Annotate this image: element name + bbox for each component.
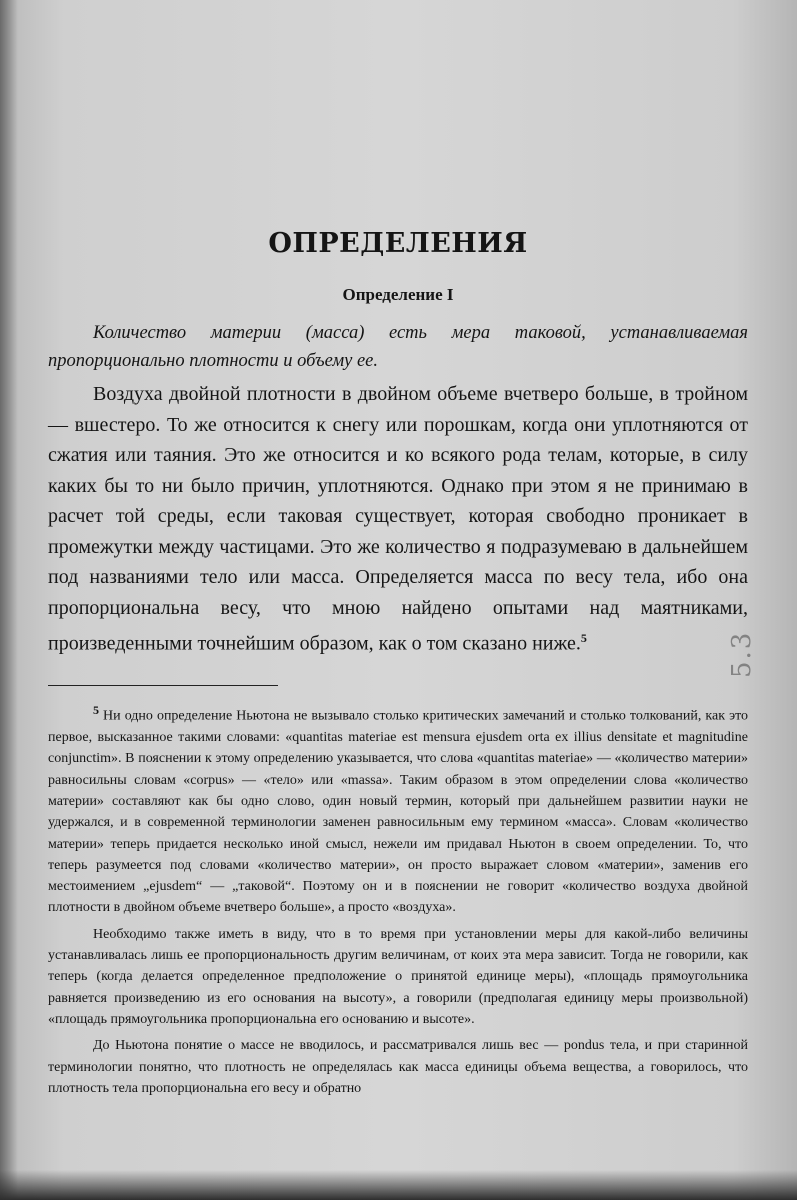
handwritten-margin-note: 5.3 <box>727 630 757 678</box>
footnote-reference: 5 <box>580 631 587 645</box>
body-text: Воздуха двойной плотности в двойном объеме вчетверо больше, в тройном — вшестеро. То же относится к снегу или порошкам, когда они уплотняются от сжатия или таяния. Это же относится и ко всякого рода телам, которые, в силу каких бы то ни было причин, уплотняются. Однако при этом я не принимаю в расчет той среды, если таковая существует, которая свободно проникает в промежутки между частицами. Это же количество я подразумеваю в дальнейшем под названиями тело или масса. Определяется масса по весу тела, ибо она пропорциональна весу, что мною найдено опытами над маятниками, произведенными точнейшим образом, как о том сказано ниже. <box>48 383 748 655</box>
spine-shadow <box>0 0 18 1200</box>
definition-title: Определение I <box>342 285 454 304</box>
definition-statement: Количество материи (масса) есть мера таковой, устанавливаемая пропорционально плотности и объему ее. <box>48 323 748 371</box>
footnote-paragraph-2 <box>48 924 748 1030</box>
bottom-edge-shadow <box>0 1170 797 1200</box>
chapter-heading: ОПРЕДЕЛЕНИЯ <box>268 228 528 259</box>
footnote-text-2: Необходимо также иметь в виду, что в то время при установлении меры для какой-либо величины устанавливалась лишь ее пропорциональность другим величинам, от коих эта мера зависит. Тогда не говорили, как теперь (когда делается определенное предположение о принятой единице меры), «площадь прямоугольника равняется произведению из его основания на высоту», а говорили (предполагая единицу меры произвольной) «площадь прямоугольника пропорциональна его основанию и высоте». <box>48 926 748 1027</box>
footnote-text-3: До Ньютона понятие о массе не вводилось, и рассматривался лишь вес — pondus тела, и при старинной терминологии понятно, что плотность не определялась как масса единицы объема вещества, а говорилось, что плотность тела пропорциональна его весу и обратно <box>48 1038 748 1096</box>
body-paragraph <box>48 379 748 659</box>
footnote-paragraph-3 <box>48 1035 748 1099</box>
footnote-divider <box>48 685 278 686</box>
footnote-paragraph-1 <box>48 700 748 919</box>
page-content <box>48 228 748 1099</box>
footnote-text-1: Ни одно определение Ньютона не вызывало столько критических замечаний и столько толкований, как это первое, высказанное такими словами: «quantitas materiae est mensura ejusdem orta ex illius densitate et magnitudine conjunctim». В пояснении к этому определению указывается, что слова «quantitas materiae» — «количество материи» равносильны словам «corpus» — «тело» или «massa». Таким образом в этом определении слова «количество материи» составляют как бы одно слово, один новый термин, который при дальнейшем развитии науки не удержался, и в современной терминологии заменен равносильным ему термином «масса». Словам «количество материи» теперь придается несколько иной смысл, нежели им придавал Ньютон в своем определении. То, что теперь разумеется под словами «количество материи», он просто выражает словом «материи», заменив его местоимением „ejusdem“ — „таковой“. Поэтому он и в пояснении не говорит «количество воздуха двойной плотности в двойном объеме вчетверо больше», а просто «воздуха». <box>48 708 749 916</box>
footnote-number: 5 <box>93 703 99 718</box>
